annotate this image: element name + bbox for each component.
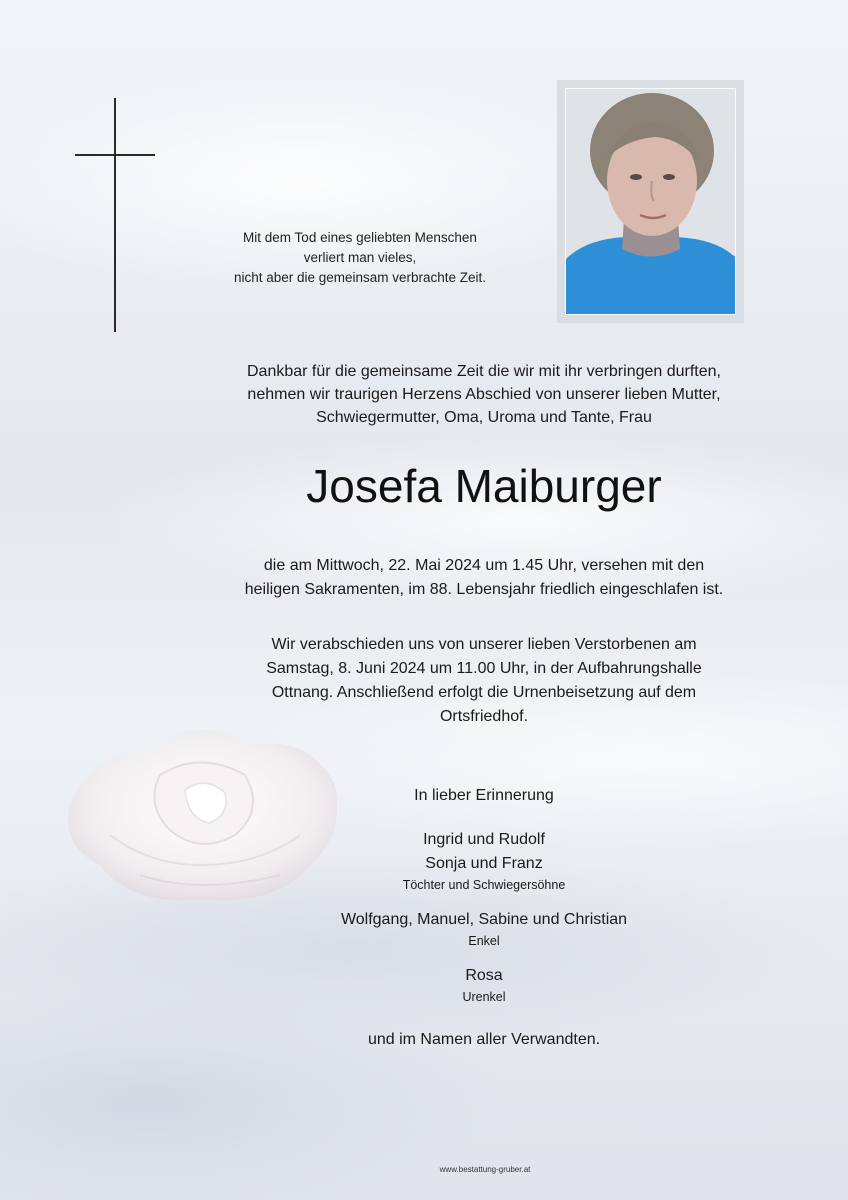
daughter-couple: Ingrid und Rudolf — [423, 831, 545, 848]
quote-line: Mit dem Tod eines geliebten Menschen — [243, 230, 477, 245]
deceased-name: Josefa Maiburger — [306, 460, 662, 512]
intro-line: Dankbar für die gemeinsame Zeit die wir mit ihr verbringen durften, — [247, 363, 721, 380]
portrait-photo — [557, 80, 744, 323]
daughter-couple: Sonja und Franz — [425, 855, 543, 872]
mourners-list — [150, 784, 818, 1052]
quote-line: nicht aber die gemeinsam verbrachte Zeit. — [233, 270, 487, 285]
closing-line: und im Namen aller Verwandten. — [367, 1031, 601, 1048]
intro-text — [150, 360, 818, 429]
intro-line: Schwiegermutter, Oma, Uroma und Tante, Frau — [316, 409, 652, 426]
great-grandchildren-label: Urenkel — [462, 990, 506, 1004]
funeral-line: Samstag, 8. Juni 2024 um 11.00 Uhr, in der Aufbahrungshalle — [266, 660, 702, 677]
grandchildren-names: Wolfgang, Manuel, Sabine und Christian — [340, 911, 628, 928]
great-grandchildren-names: Rosa — [465, 967, 503, 984]
death-notice — [150, 554, 818, 602]
daughters-label: Töchter und Schwiegersöhne — [402, 878, 566, 892]
death-line: heiligen Sakramenten, im 88. Lebensjahr friedlich eingeschlafen ist. — [244, 581, 724, 598]
memorial-quote — [210, 228, 510, 288]
website-link[interactable]: www.bestattung-gruber.at — [439, 1165, 531, 1174]
quote-line: verliert man vieles, — [303, 250, 417, 265]
funeral-line: Ottnang. Anschließend erfolgt die Urnenbeisetzung auf dem — [271, 684, 697, 701]
death-line: die am Mittwoch, 22. Mai 2024 um 1.45 Uhr, versehen mit den — [263, 557, 705, 574]
funeral-line: Wir verabschieden uns von unserer lieben Verstorbenen am — [271, 636, 697, 653]
portrait-image — [566, 89, 735, 314]
intro-line: nehmen wir traurigen Herzens Abschied von unserer lieben Mutter, — [247, 386, 721, 403]
mourners-heading: In lieber Erinnerung — [414, 787, 554, 804]
funeral-line: Ortsfriedhof. — [439, 708, 529, 725]
grandchildren-label: Enkel — [468, 934, 500, 948]
